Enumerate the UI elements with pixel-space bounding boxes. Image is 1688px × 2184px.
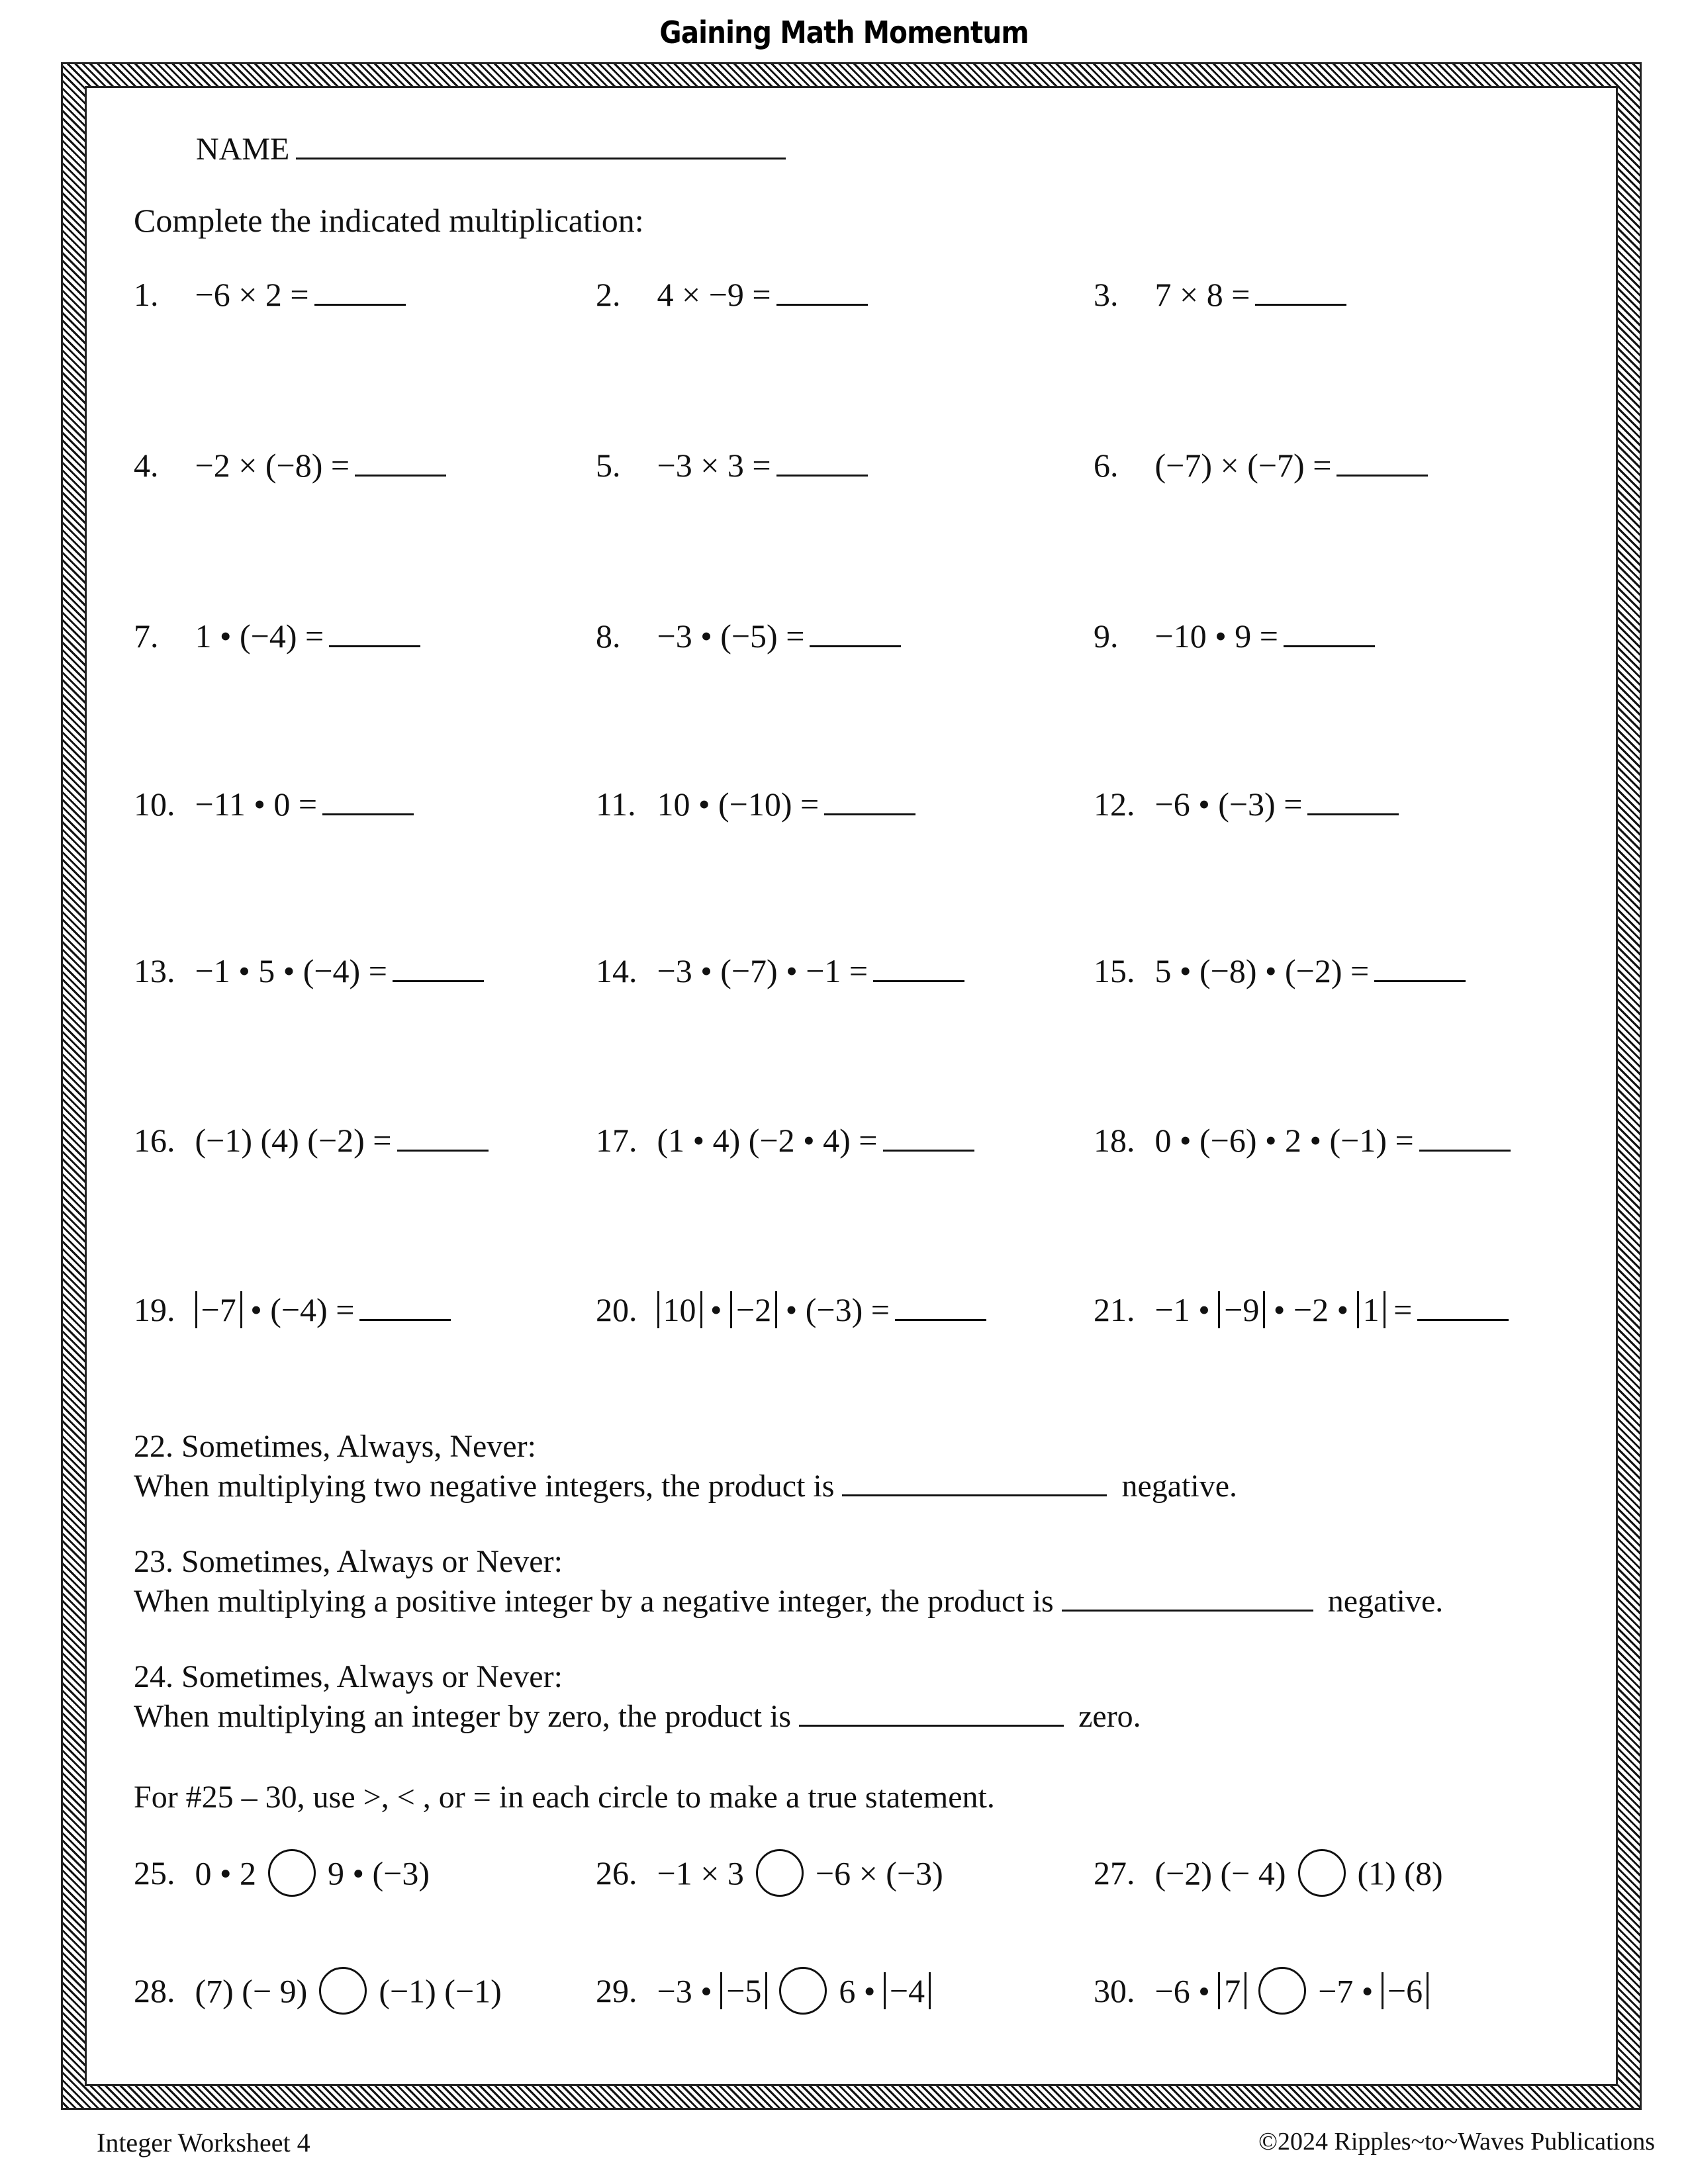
problem-7 — [134, 617, 420, 655]
answer-circle[interactable] — [779, 1967, 827, 2015]
left-expression: −3 • — [657, 1972, 721, 2010]
problem-number: 30. — [1094, 1972, 1135, 2010]
problem-3 — [1094, 275, 1346, 314]
problem-number: 15. — [1094, 952, 1135, 989]
problem-9 — [1094, 617, 1375, 655]
absolute-value: −4 — [884, 1972, 931, 2009]
problem-21 — [1094, 1291, 1509, 1329]
answer-circle[interactable] — [1298, 1849, 1346, 1897]
problem-13 — [134, 952, 484, 990]
absolute-value: 10 — [657, 1291, 702, 1328]
problem-number: 9. — [1094, 617, 1119, 655]
operator: • −2 • — [1265, 1291, 1357, 1328]
problem-number: 18. — [1094, 1122, 1135, 1159]
problem-expression: (−7) × (−7) = — [1154, 447, 1332, 484]
word-problem-23 — [134, 1542, 1443, 1621]
answer-blank[interactable] — [397, 1126, 489, 1152]
problem-number: 25. — [134, 1854, 175, 1892]
problem-expression: −6 • (−3) = — [1154, 786, 1303, 823]
problem-number: 28. — [134, 1972, 175, 2010]
problem-number: 26. — [596, 1854, 637, 1892]
problem-expression: −2 × (−8) = — [195, 447, 350, 484]
word-problem-text: When multiplying an integer by zero, the product is — [134, 1699, 792, 1734]
answer-blank[interactable] — [359, 1295, 451, 1321]
problem-expression: (1 • 4) (−2 • 4) = — [657, 1122, 878, 1159]
absolute-value: −6 — [1382, 1972, 1429, 2009]
right-expression: 9 • (−3) — [328, 1854, 430, 1892]
compare-29 — [596, 1971, 931, 2019]
compare-25 — [134, 1853, 430, 1901]
problem-15 — [1094, 952, 1466, 990]
problem-number: 12. — [1094, 786, 1135, 823]
answer-blank[interactable] — [393, 956, 484, 982]
answer-blank[interactable] — [799, 1702, 1064, 1727]
problem-expression: −11 • 0 = — [195, 786, 318, 823]
compare-30 — [1094, 1971, 1429, 2019]
problem-number: 27. — [1094, 1854, 1135, 1892]
word-problem-tail: zero. — [1078, 1699, 1141, 1734]
answer-blank[interactable] — [895, 1295, 986, 1321]
problem-4 — [134, 446, 446, 484]
problem-expression: 10 • (−10) = — [657, 786, 820, 823]
problem-expression: 0 • (−6) • 2 • (−1) = — [1154, 1122, 1414, 1159]
word-problem-text: When multiplying two negative integers, the product is — [134, 1469, 835, 1504]
answer-blank[interactable] — [842, 1472, 1107, 1496]
problem-expression: 4 × −9 = — [657, 276, 771, 313]
problem-expression: 1 • (−4) = — [195, 617, 324, 655]
problem-16 — [134, 1121, 489, 1160]
answer-blank[interactable] — [322, 790, 414, 815]
right-expression: 6 • — [839, 1972, 884, 2010]
problem-10 — [134, 785, 414, 823]
problem-expression: −3 • (−7) • −1 = — [657, 952, 868, 989]
answer-blank[interactable] — [314, 280, 406, 306]
problem-number: 21. — [1094, 1291, 1135, 1328]
problem-number: 11. — [596, 786, 636, 823]
problem-number: 17. — [596, 1122, 637, 1159]
name-field[interactable] — [196, 131, 786, 167]
answer-circle[interactable] — [268, 1849, 316, 1897]
answer-blank[interactable] — [810, 621, 901, 647]
answer-blank[interactable] — [1284, 621, 1375, 647]
problem-2 — [596, 275, 868, 314]
problem-18 — [1094, 1121, 1511, 1160]
operator: −1 • — [1154, 1291, 1219, 1328]
problem-8 — [596, 617, 901, 655]
problem-number: 16. — [134, 1122, 175, 1159]
problem-expression: (−1) (4) (−2) = — [195, 1122, 392, 1159]
word-problem-label: 22. Sometimes, Always, Never: — [134, 1429, 536, 1464]
footer-copyright: ©2024 Ripples~to~Waves Publications — [1258, 2128, 1655, 2156]
left-expression: 0 • 2 — [195, 1854, 257, 1892]
problem-expression: 5 • (−8) • (−2) = — [1154, 952, 1370, 989]
problem-1 — [134, 275, 406, 314]
page-title: Gaining Math Momentum — [659, 15, 1029, 50]
absolute-value: −7 — [195, 1291, 242, 1328]
comparison-instructions: For #25 – 30, use >, < , or = in each circle to make a true statement. — [134, 1780, 995, 1815]
problem-number: 19. — [134, 1291, 175, 1328]
problem-5 — [596, 446, 868, 484]
absolute-value: −2 — [730, 1291, 777, 1328]
problem-expression: −3 • (−5) = — [657, 617, 805, 655]
problem-expression: • (−4) = — [242, 1291, 355, 1328]
answer-circle[interactable] — [1258, 1967, 1306, 2015]
problem-number: 8. — [596, 617, 621, 655]
left-expression: −1 × 3 — [657, 1854, 744, 1892]
problem-11 — [596, 785, 915, 823]
answer-blank[interactable] — [1374, 956, 1466, 982]
left-expression: −6 • — [1154, 1972, 1219, 2010]
problem-19 — [134, 1291, 451, 1329]
answer-blank[interactable] — [1336, 451, 1428, 477]
right-expression: (−1) (−1) — [379, 1972, 502, 2010]
answer-blank[interactable] — [1419, 1126, 1511, 1152]
problem-number: 13. — [134, 952, 175, 989]
right-expression: −6 × (−3) — [815, 1854, 943, 1892]
answer-circle[interactable] — [756, 1849, 804, 1897]
problem-number: 3. — [1094, 276, 1119, 313]
absolute-value: 7 — [1218, 1972, 1246, 2009]
answer-blank[interactable] — [329, 621, 420, 647]
answer-blank[interactable] — [824, 790, 915, 815]
compare-26 — [596, 1853, 943, 1901]
name-label: NAME — [196, 132, 290, 167]
problem-17 — [596, 1121, 974, 1160]
operator: • — [702, 1291, 731, 1328]
compare-27 — [1094, 1853, 1443, 1901]
compare-28 — [134, 1971, 502, 2019]
left-expression: (−2) (− 4) — [1154, 1854, 1286, 1892]
word-problem-text: When multiplying a positive integer by a negative integer, the product is — [134, 1584, 1054, 1619]
problem-number: 2. — [596, 276, 621, 313]
absolute-value: 1 — [1357, 1291, 1385, 1328]
answer-blank[interactable] — [1417, 1295, 1509, 1321]
problem-number: 20. — [596, 1291, 637, 1328]
right-expression: (1) (8) — [1357, 1854, 1443, 1892]
word-problem-tail: negative. — [1327, 1584, 1444, 1619]
problem-expression: −10 • 9 = — [1154, 617, 1278, 655]
answer-blank[interactable] — [1255, 280, 1346, 306]
answer-blank[interactable] — [883, 1126, 974, 1152]
answer-blank[interactable] — [776, 280, 868, 306]
answer-blank[interactable] — [873, 956, 964, 982]
word-problem-label: 23. Sometimes, Always or Never: — [134, 1544, 563, 1579]
problem-number: 14. — [596, 952, 637, 989]
problem-12 — [1094, 785, 1399, 823]
answer-circle[interactable] — [319, 1967, 367, 2015]
answer-blank[interactable] — [355, 451, 446, 477]
left-expression: (7) (− 9) — [195, 1972, 308, 2010]
problem-number: 29. — [596, 1972, 637, 2010]
word-problem-22 — [134, 1427, 1237, 1506]
right-expression: −7 • — [1318, 1972, 1382, 2010]
word-problem-24 — [134, 1657, 1141, 1737]
absolute-value: −5 — [720, 1972, 767, 2009]
answer-blank[interactable] — [1062, 1587, 1313, 1612]
absolute-value: −9 — [1218, 1291, 1265, 1328]
problem-number: 10. — [134, 786, 175, 823]
problem-14 — [596, 952, 964, 990]
instructions: Complete the indicated multiplication: — [134, 202, 644, 239]
problem-expression: 7 × 8 = — [1154, 276, 1250, 313]
problem-expression: • (−3) = — [777, 1291, 890, 1328]
name-blank[interactable] — [296, 131, 786, 159]
problem-number: 6. — [1094, 447, 1119, 484]
answer-blank[interactable] — [1307, 790, 1399, 815]
problem-number: 1. — [134, 276, 159, 313]
problem-expression: −1 • 5 • (−4) = — [195, 952, 387, 989]
problem-6 — [1094, 446, 1428, 484]
problem-number: 5. — [596, 447, 621, 484]
problem-expression: = — [1385, 1291, 1413, 1328]
answer-blank[interactable] — [776, 451, 868, 477]
word-problem-tail: negative. — [1121, 1469, 1238, 1504]
problem-expression: −6 × 2 = — [195, 276, 309, 313]
problem-number: 7. — [134, 617, 159, 655]
problem-number: 4. — [134, 447, 159, 484]
footer-worksheet-label: Integer Worksheet 4 — [97, 2128, 310, 2158]
problem-expression: −3 × 3 = — [657, 447, 771, 484]
problem-20 — [596, 1291, 986, 1329]
word-problem-label: 24. Sometimes, Always or Never: — [134, 1659, 563, 1694]
